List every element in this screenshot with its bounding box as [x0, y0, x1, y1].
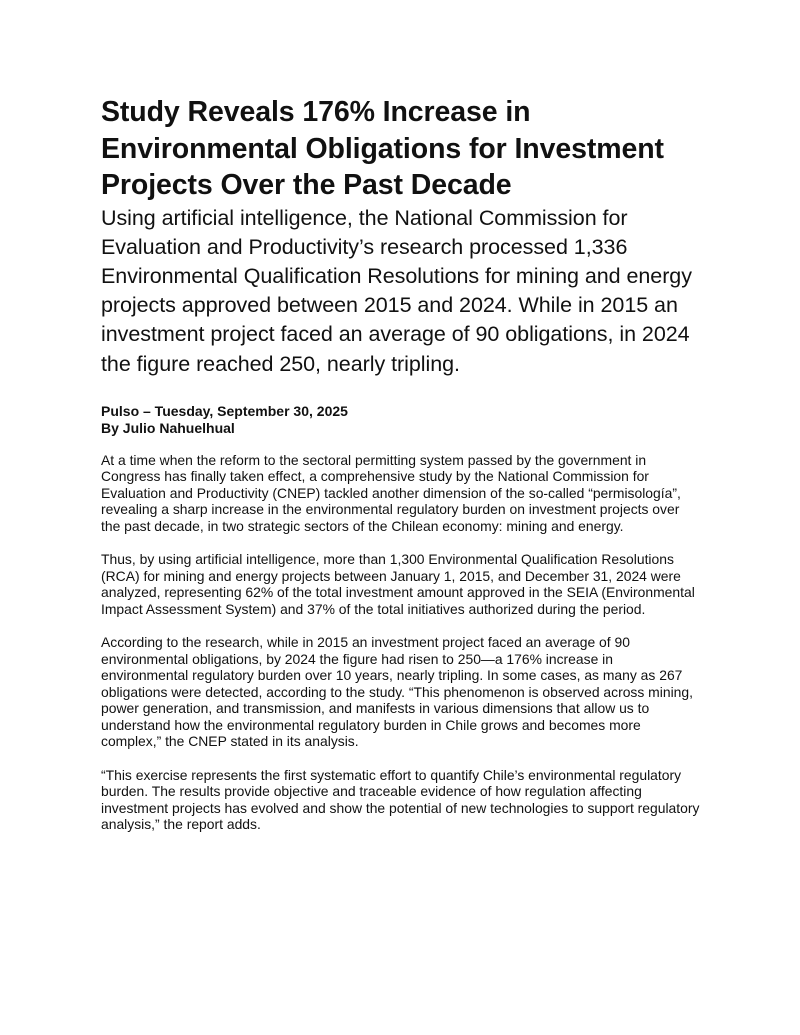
article-author: By Julio Nahuelhual	[101, 419, 235, 436]
body-paragraph: At a time when the reform to the sectoral permitting system passed by the government in Congress has finally taken effect, a comprehensive study by the National Commission for Evaluation and Productivity (CNEP) tackled another dimension of the so-called “permisología”, revealing a sharp increase in the environmental regulatory burden on investment projects over the past decade, in two strategic sectors of the Chilean economy: mining and energy.	[101, 451, 681, 534]
article-byline	[101, 403, 701, 437]
body-paragraph: “This exercise represents the first systematic effort to quantify Chile’s environmental regulatory burden. The results provide objective and traceable evidence of how regulation affecting investment projects has evolved and show the potential of new technologies to support regulatory analysis,” the report adds.	[101, 766, 700, 833]
article	[101, 94, 701, 850]
article-headline: Study Reveals 176% Increase in Environmental Obligations for Investment Projects Over the Past Decade	[101, 96, 664, 201]
article-dateline: Pulso – Tuesday, September 30, 2025	[101, 402, 348, 419]
body-paragraph: According to the research, while in 2015 an investment project faced an average of 90 environmental obligations, by 2024 the figure had risen to 250—a 176% increase in environmental regulatory burden over 10 years, nearly tripling. In some cases, as many as 267 obligations were detected, according to the study. “This phenomenon is observed across mining, power generation, and transmission, and manifests in various dimensions that allow us to understand how the environmental regulatory burden in Chile grows and becomes more complex,” the CNEP stated in its analysis.	[101, 634, 693, 750]
article-body	[101, 452, 701, 833]
body-paragraph: Thus, by using artificial intelligence, more than 1,300 Environmental Qualification Resolutions (RCA) for mining and energy projects between January 1, 2015, and December 31, 2024 were analyzed, representing 62% of the total investment amount approved in the SEIA (Environmental Impact Assessment System) and 37% of the total initiatives authorized during the period.	[101, 551, 695, 617]
article-deck: Using artificial intelligence, the National Commission for Evaluation and Productivity’s research processed 1,336 Environmental Qualification Resolutions for mining and energy projects approved between 2015 and 2024. While in 2015 an investment project faced an average of 90 obligations, in 2024 the figure reached 250, nearly tripling.	[101, 205, 692, 376]
